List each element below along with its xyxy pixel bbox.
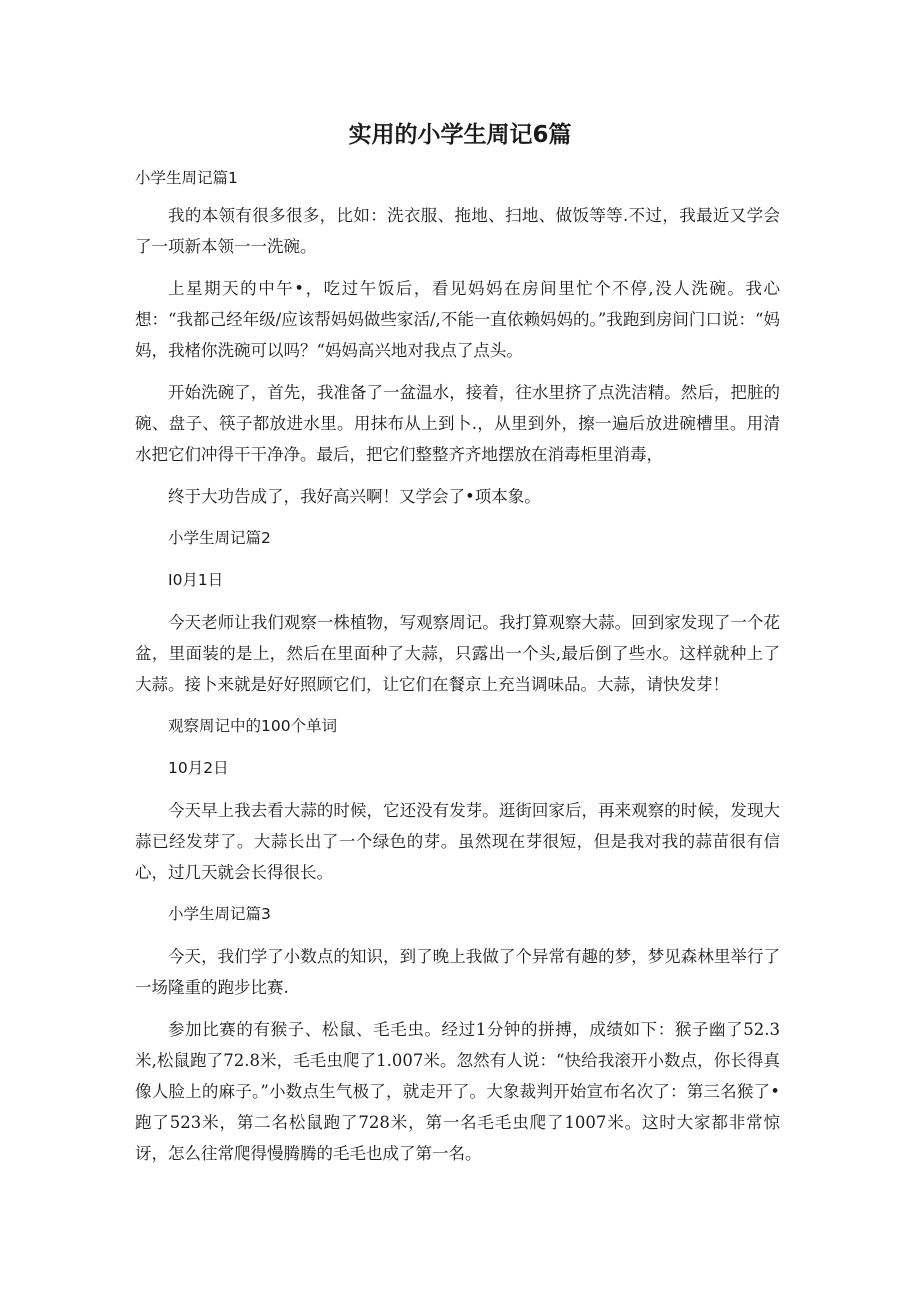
paragraph: 今天早上我去看大蒜的时候，它还没有发芽。逛街回家后，再来观察的时候，发现大蒜已经发芽了。大蒜长出了一个绿色的芽。虽然现在芽很短，但是我对我的蒜苗很有信心，过几天就会长得很长。 [135,801,780,882]
section-heading: 小学生周记篇1 [135,169,238,187]
section-heading: 观察周记中的100个单词 [168,717,338,735]
paragraph: 今天，我们学了小数点的知识，到了晚上我做了个异常有趣的梦，梦见森林里举行了一场隆重的跑步比赛. [135,947,780,997]
paragraph: 我的本领有很多很多，比如：洗衣服、拖地、扫地、做饭等等.不过，我最近又学会了一项新本领一一洗碗。 [135,206,780,256]
section-heading: 小学生周记篇3 [168,905,271,923]
document-body [135,163,780,1180]
paragraph: 参加比赛的有猴子、松鼠、毛毛虫。经过1分钟的拼搏，成绩如下：猴子幽了52.3米,松鼠跑了72.8米，毛毛虫爬了1.007米。忽然有人说：“快给我滚开小数点，你长得真像人脸上的麻子。”小数点生气极了，就走开了。大象裁判开始宣布名次了：第三名猴了•跑了523米，第二名松鼠跑了728米，第一名毛毛虫爬了1007米。这时大家都非常惊讶，怎么往常爬得慢腾腾的毛毛也成了第一名。 [135,1020,780,1163]
section-heading: I0月1日 [168,571,224,589]
paragraph: 上星期天的中午•，吃过午饭后，看见妈妈在房间里忙个不停,没人洗碗。我心想：“我都己经年级/应该帮妈妈做些家活/,不能一直依赖妈妈的。”我跑到房间门口说：“妈妈，我楮你洗碗可以吗？“妈妈高兴地对我点了点头。 [135,279,780,360]
paragraph: 今天老师让我们观察一株植物，写观察周记。我打算观察大蒜。回到家发现了一个花盆，里面装的是上，然后在里面种了大蒜，只露出一个头,最后倒了些水。这样就种上了大蒜。接卜来就是好好照顾它们，让它们在餐京上充当调味品。大蒜，请快发芽！ [135,613,780,694]
page-title: 实用的小学生周记6篇 [348,122,572,148]
section-heading: 小学生周记篇2 [168,529,271,547]
section-heading: 10月2日 [168,759,229,777]
paragraph: 终于大功告成了，我好高兴啊！又学会了•项本象。 [168,487,541,506]
paragraph: 开始洗碗了，首先，我准备了一盆温水，接着，往水里挤了点洗洁精。然后，把脏的碗、盘子、筷子都放进水里。用抹布从上到卜.，从里到外，擦一遍后放进碗槽里。用清水把它们冲得干干净净。最后，把它们整整齐齐地摆放在消毒柜里消毒， [135,383,780,464]
